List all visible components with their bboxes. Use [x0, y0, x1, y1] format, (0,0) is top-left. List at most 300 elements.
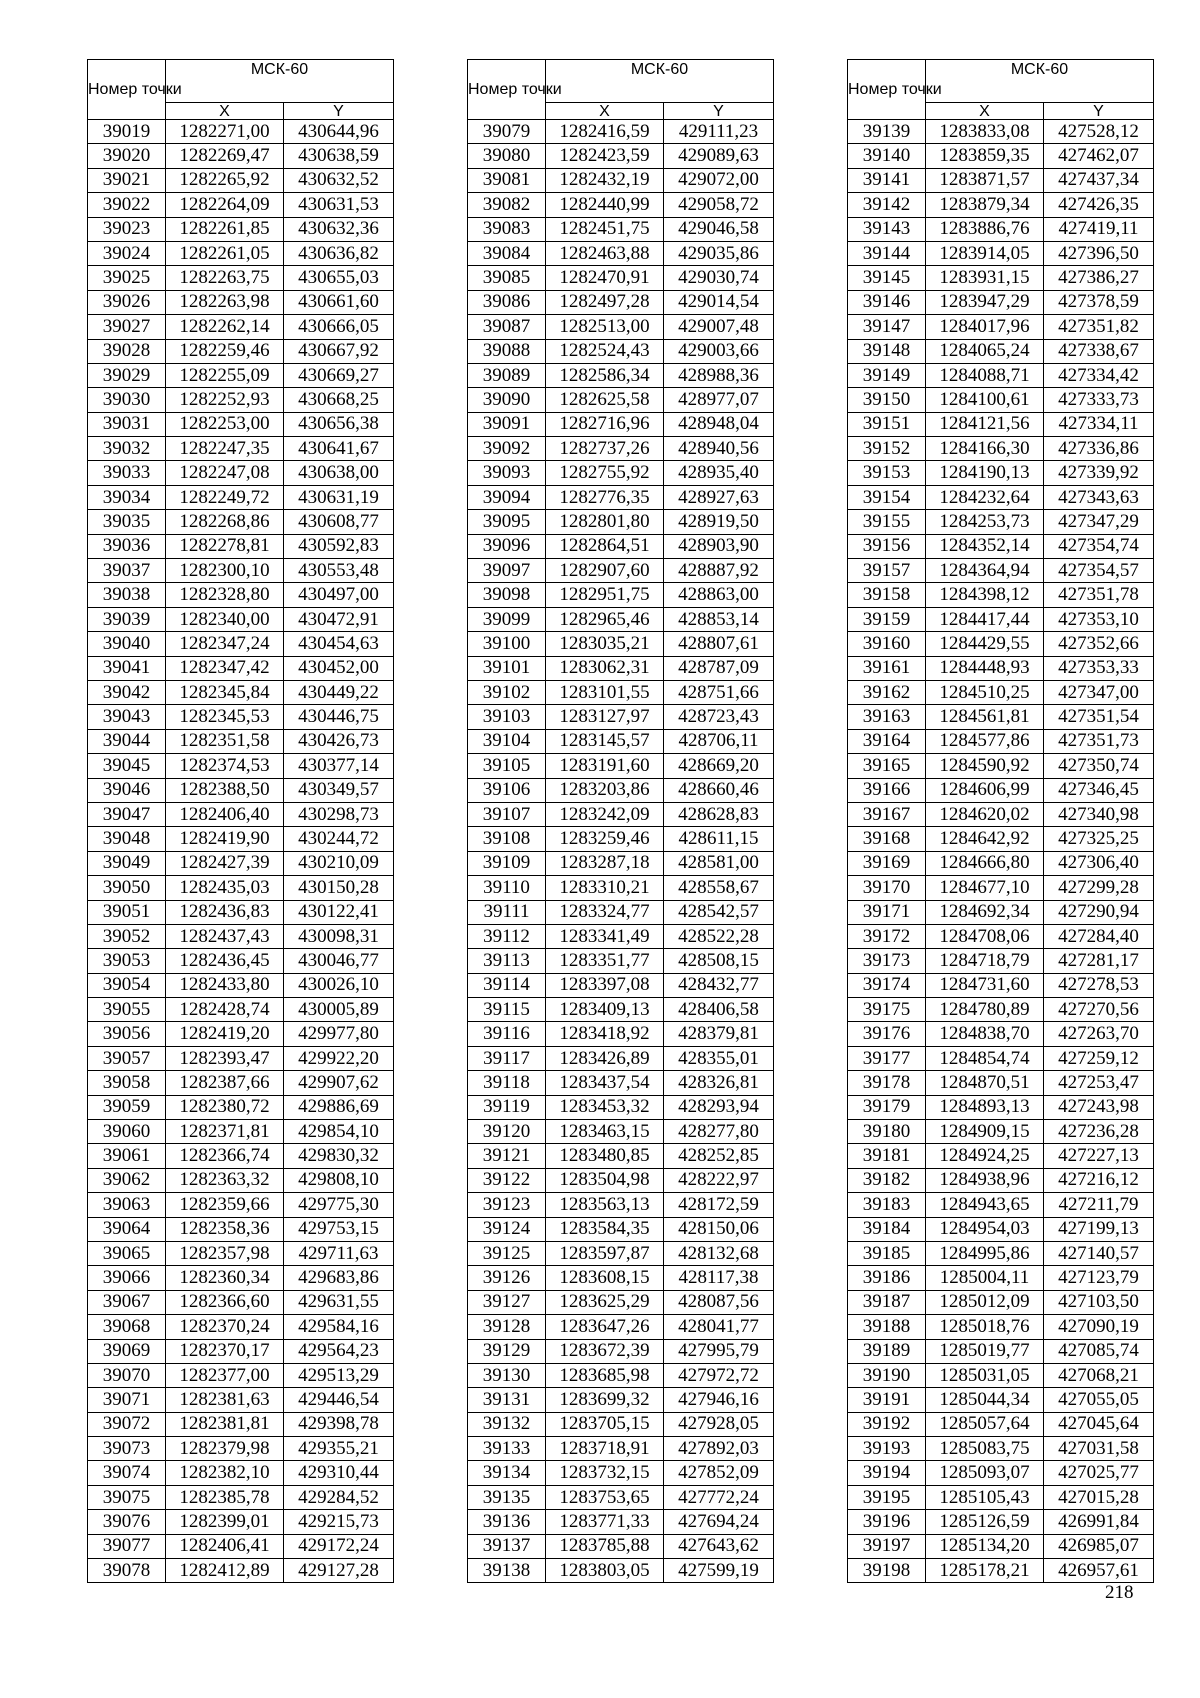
y-coordinate-cell: 430046,77 [284, 949, 394, 973]
table-row [848, 1363, 1154, 1387]
point-number-cell: 39156 [848, 534, 926, 558]
point-number-cell: 39174 [848, 973, 926, 997]
y-coordinate-cell: 429513,29 [284, 1363, 394, 1387]
x-coordinate-cell: 1285083,75 [926, 1437, 1044, 1461]
y-coordinate-cell: 429310,44 [284, 1461, 394, 1485]
y-coordinate-cell: 429564,23 [284, 1339, 394, 1363]
point-number-cell: 39108 [468, 827, 546, 851]
point-number-cell: 39040 [88, 632, 166, 656]
table-row [848, 315, 1154, 339]
table-row [88, 1290, 394, 1314]
table-row [848, 461, 1154, 485]
table-row [468, 1559, 774, 1583]
table-row [468, 778, 774, 802]
table-row [848, 1095, 1154, 1119]
table-row [848, 729, 1154, 753]
point-number-header: Номер точки [468, 60, 546, 120]
table-row [468, 266, 774, 290]
y-coordinate-cell: 430655,03 [284, 266, 394, 290]
y-coordinate-cell: 427045,64 [1044, 1412, 1154, 1436]
table-row [88, 510, 394, 534]
x-coordinate-cell: 1282381,81 [166, 1412, 284, 1436]
y-coordinate-cell: 427378,59 [1044, 290, 1154, 314]
x-coordinate-cell: 1284417,44 [926, 607, 1044, 631]
x-coordinate-cell: 1282370,24 [166, 1315, 284, 1339]
table-row [848, 1120, 1154, 1144]
point-number-cell: 39072 [88, 1412, 166, 1436]
x-coordinate-cell: 1283753,65 [546, 1485, 664, 1509]
table-row [88, 534, 394, 558]
x-coordinate-cell: 1284017,96 [926, 315, 1044, 339]
table-row [468, 1510, 774, 1534]
x-coordinate-cell: 1282428,74 [166, 998, 284, 1022]
y-coordinate-cell: 427284,40 [1044, 924, 1154, 948]
x-coordinate-cell: 1283608,15 [546, 1266, 664, 1290]
point-number-cell: 39022 [88, 193, 166, 217]
x-coordinate-cell: 1282625,58 [546, 388, 664, 412]
point-number-cell: 39136 [468, 1510, 546, 1534]
point-number-cell: 39155 [848, 510, 926, 534]
x-coordinate-cell: 1282864,51 [546, 534, 664, 558]
point-number-cell: 39078 [88, 1559, 166, 1583]
y-coordinate-cell: 428628,83 [664, 802, 774, 826]
table-row [848, 1241, 1154, 1265]
x-coordinate-cell: 1283351,77 [546, 949, 664, 973]
x-coordinate-cell: 1284620,02 [926, 802, 1044, 826]
point-number-cell: 39104 [468, 729, 546, 753]
point-number-cell: 39191 [848, 1388, 926, 1412]
table-row [88, 1485, 394, 1509]
y-coordinate-cell: 430667,92 [284, 339, 394, 363]
x-coordinate-cell: 1282463,88 [546, 241, 664, 265]
x-coordinate-cell: 1283242,09 [546, 802, 664, 826]
table-row [88, 437, 394, 461]
point-number-cell: 39066 [88, 1266, 166, 1290]
point-number-cell: 39159 [848, 607, 926, 631]
table-row [468, 1241, 774, 1265]
y-coordinate-cell: 430298,73 [284, 802, 394, 826]
y-coordinate-cell: 429631,55 [284, 1290, 394, 1314]
table-row [848, 1510, 1154, 1534]
x-coordinate-cell: 1284253,73 [926, 510, 1044, 534]
point-number-cell: 39198 [848, 1559, 926, 1583]
table-row [88, 217, 394, 241]
table-row [468, 193, 774, 217]
y-coordinate-cell: 429977,80 [284, 1022, 394, 1046]
point-number-cell: 39111 [468, 900, 546, 924]
point-number-cell: 39070 [88, 1363, 166, 1387]
table-row [848, 485, 1154, 509]
point-number-cell: 39163 [848, 705, 926, 729]
table-row [88, 1241, 394, 1265]
table-row [88, 363, 394, 387]
table-row [468, 1437, 774, 1461]
x-coordinate-cell: 1282381,63 [166, 1388, 284, 1412]
table-row [468, 437, 774, 461]
table-row [88, 120, 394, 144]
point-number-cell: 39170 [848, 876, 926, 900]
coordinates-table-3 [847, 59, 1154, 1583]
coordinates-table-2 [467, 59, 774, 1583]
table-row [848, 1144, 1154, 1168]
y-coordinate-cell: 428611,15 [664, 827, 774, 851]
x-coordinate-cell: 1282366,60 [166, 1290, 284, 1314]
point-number-cell: 39084 [468, 241, 546, 265]
table-row [468, 1315, 774, 1339]
point-number-cell: 39049 [88, 851, 166, 875]
table-row [468, 973, 774, 997]
table-row [848, 754, 1154, 778]
table-row [88, 876, 394, 900]
table-row [88, 705, 394, 729]
point-number-cell: 39112 [468, 924, 546, 948]
y-coordinate-cell: 428558,67 [664, 876, 774, 900]
x-coordinate-cell: 1284642,92 [926, 827, 1044, 851]
x-coordinate-cell: 1282385,78 [166, 1485, 284, 1509]
table-row [468, 144, 774, 168]
point-number-cell: 39161 [848, 656, 926, 680]
x-coordinate-cell: 1284398,12 [926, 583, 1044, 607]
x-coordinate-cell: 1284232,64 [926, 485, 1044, 509]
table-row [88, 973, 394, 997]
y-coordinate-cell: 427995,79 [664, 1339, 774, 1363]
x-coordinate-cell: 1282737,26 [546, 437, 664, 461]
table-row [848, 193, 1154, 217]
x-coordinate-cell: 1283947,29 [926, 290, 1044, 314]
table-row [848, 217, 1154, 241]
coordinate-system-header: МСК-60 [166, 60, 394, 103]
table-row [848, 266, 1154, 290]
point-number-cell: 39077 [88, 1534, 166, 1558]
table-row [468, 632, 774, 656]
x-coordinate-cell: 1284510,25 [926, 680, 1044, 704]
y-coordinate-cell: 430452,00 [284, 656, 394, 680]
point-number-cell: 39194 [848, 1461, 926, 1485]
x-coordinate-cell: 1283732,15 [546, 1461, 664, 1485]
page-number: 218 [1105, 1582, 1134, 1603]
table-row [848, 1559, 1154, 1583]
x-coordinate-cell: 1282347,24 [166, 632, 284, 656]
x-coordinate-cell: 1285044,34 [926, 1388, 1044, 1412]
point-number-cell: 39117 [468, 1046, 546, 1070]
x-coordinate-cell: 1283879,34 [926, 193, 1044, 217]
x-coordinate-cell: 1283685,98 [546, 1363, 664, 1387]
y-coordinate-cell: 428940,56 [664, 437, 774, 461]
x-coordinate-cell: 1282716,96 [546, 412, 664, 436]
y-coordinate-cell: 430669,27 [284, 363, 394, 387]
point-number-cell: 39025 [88, 266, 166, 290]
x-coordinate-cell: 1282363,32 [166, 1168, 284, 1192]
point-number-cell: 39059 [88, 1095, 166, 1119]
y-coordinate-cell: 429046,58 [664, 217, 774, 241]
table-row [468, 729, 774, 753]
y-coordinate-cell: 427199,13 [1044, 1217, 1154, 1241]
point-number-cell: 39130 [468, 1363, 546, 1387]
x-coordinate-cell: 1283437,54 [546, 1071, 664, 1095]
point-number-cell: 39062 [88, 1168, 166, 1192]
y-coordinate-cell: 427892,03 [664, 1437, 774, 1461]
point-number-cell: 39167 [848, 802, 926, 826]
point-number-cell: 39138 [468, 1559, 546, 1583]
point-number-cell: 39033 [88, 461, 166, 485]
y-coordinate-cell: 427396,50 [1044, 241, 1154, 265]
point-number-cell: 39064 [88, 1217, 166, 1241]
x-coordinate-cell: 1285057,64 [926, 1412, 1044, 1436]
point-number-cell: 39179 [848, 1095, 926, 1119]
x-coordinate-cell: 1283625,29 [546, 1290, 664, 1314]
x-coordinate-cell: 1282268,86 [166, 510, 284, 534]
x-coordinate-cell: 1282801,80 [546, 510, 664, 534]
point-number-cell: 39165 [848, 754, 926, 778]
point-number-cell: 39101 [468, 656, 546, 680]
y-coordinate-cell: 429058,72 [664, 193, 774, 217]
y-coordinate-cell: 427031,58 [1044, 1437, 1154, 1461]
x-header: X [166, 103, 284, 120]
table-row [848, 1437, 1154, 1461]
y-coordinate-cell: 427281,17 [1044, 949, 1154, 973]
table-row [468, 363, 774, 387]
table-row [848, 949, 1154, 973]
x-coordinate-cell: 1282269,47 [166, 144, 284, 168]
table-row [848, 144, 1154, 168]
point-number-cell: 39139 [848, 120, 926, 144]
point-number-cell: 39028 [88, 339, 166, 363]
x-header: X [926, 103, 1044, 120]
table-row [848, 534, 1154, 558]
x-coordinate-cell: 1282249,72 [166, 485, 284, 509]
x-coordinate-cell: 1282412,89 [166, 1559, 284, 1583]
x-coordinate-cell: 1284352,14 [926, 534, 1044, 558]
table-row [88, 1266, 394, 1290]
point-number-cell: 39114 [468, 973, 546, 997]
x-coordinate-cell: 1283584,35 [546, 1217, 664, 1241]
point-number-cell: 39189 [848, 1339, 926, 1363]
table-row [848, 827, 1154, 851]
point-number-cell: 39166 [848, 778, 926, 802]
y-coordinate-cell: 428252,85 [664, 1144, 774, 1168]
table-row [468, 851, 774, 875]
point-number-cell: 39150 [848, 388, 926, 412]
point-number-cell: 39162 [848, 680, 926, 704]
x-coordinate-cell: 1282255,09 [166, 363, 284, 387]
table-row [468, 510, 774, 534]
y-coordinate-cell: 427253,47 [1044, 1071, 1154, 1095]
x-coordinate-cell: 1284364,94 [926, 559, 1044, 583]
point-number-cell: 39122 [468, 1168, 546, 1192]
x-coordinate-cell: 1282360,34 [166, 1266, 284, 1290]
y-coordinate-cell: 427085,74 [1044, 1339, 1154, 1363]
y-coordinate-cell: 427270,56 [1044, 998, 1154, 1022]
y-coordinate-cell: 427347,29 [1044, 510, 1154, 534]
point-number-cell: 39131 [468, 1388, 546, 1412]
point-number-cell: 39128 [468, 1315, 546, 1339]
y-coordinate-cell: 428751,66 [664, 680, 774, 704]
point-number-cell: 39076 [88, 1510, 166, 1534]
point-number-cell: 39123 [468, 1193, 546, 1217]
table-row [468, 900, 774, 924]
y-coordinate-cell: 427334,11 [1044, 412, 1154, 436]
table-row [88, 802, 394, 826]
table-row [848, 973, 1154, 997]
point-number-cell: 39192 [848, 1412, 926, 1436]
x-coordinate-cell: 1282513,00 [546, 315, 664, 339]
table-row [88, 1461, 394, 1485]
point-number-cell: 39187 [848, 1290, 926, 1314]
table-row [88, 1363, 394, 1387]
x-coordinate-cell: 1283397,08 [546, 973, 664, 997]
y-coordinate-cell: 428927,63 [664, 485, 774, 509]
point-number-cell: 39044 [88, 729, 166, 753]
table-row [848, 900, 1154, 924]
table-row [848, 1485, 1154, 1509]
point-number-cell: 39120 [468, 1120, 546, 1144]
y-coordinate-cell: 427236,28 [1044, 1120, 1154, 1144]
y-coordinate-cell: 427290,94 [1044, 900, 1154, 924]
y-coordinate-cell: 427299,28 [1044, 876, 1154, 900]
table-row [848, 437, 1154, 461]
point-number-cell: 39183 [848, 1193, 926, 1217]
x-coordinate-cell: 1284718,79 [926, 949, 1044, 973]
table-row [468, 1339, 774, 1363]
point-number-cell: 39197 [848, 1534, 926, 1558]
x-coordinate-cell: 1283101,55 [546, 680, 664, 704]
x-coordinate-cell: 1282776,35 [546, 485, 664, 509]
x-coordinate-cell: 1282374,53 [166, 754, 284, 778]
point-number-cell: 39071 [88, 1388, 166, 1412]
table-row [468, 241, 774, 265]
y-coordinate-cell: 428581,00 [664, 851, 774, 875]
table-row [468, 1412, 774, 1436]
table-row [88, 1120, 394, 1144]
table-row [88, 412, 394, 436]
table-row [468, 754, 774, 778]
x-coordinate-cell: 1282262,14 [166, 315, 284, 339]
table-row [88, 461, 394, 485]
table-row [88, 1217, 394, 1241]
table-row [468, 705, 774, 729]
point-number-cell: 39087 [468, 315, 546, 339]
point-number-cell: 39094 [468, 485, 546, 509]
table-row [848, 851, 1154, 875]
y-coordinate-cell: 429072,00 [664, 168, 774, 192]
y-coordinate-cell: 428508,15 [664, 949, 774, 973]
y-coordinate-cell: 430592,83 [284, 534, 394, 558]
x-coordinate-cell: 1283463,15 [546, 1120, 664, 1144]
x-coordinate-cell: 1282261,05 [166, 241, 284, 265]
point-number-cell: 39169 [848, 851, 926, 875]
y-coordinate-cell: 428277,80 [664, 1120, 774, 1144]
y-coordinate-cell: 428988,36 [664, 363, 774, 387]
y-coordinate-cell: 427946,16 [664, 1388, 774, 1412]
x-coordinate-cell: 1282586,34 [546, 363, 664, 387]
y-coordinate-cell: 427599,19 [664, 1559, 774, 1583]
x-coordinate-cell: 1282247,08 [166, 461, 284, 485]
x-coordinate-cell: 1283672,39 [546, 1339, 664, 1363]
point-number-cell: 39190 [848, 1363, 926, 1387]
table-row [468, 680, 774, 704]
x-coordinate-cell: 1283833,08 [926, 120, 1044, 144]
point-number-cell: 39119 [468, 1095, 546, 1119]
table-row [468, 1363, 774, 1387]
table-row [848, 583, 1154, 607]
point-number-cell: 39057 [88, 1046, 166, 1070]
x-coordinate-cell: 1282264,09 [166, 193, 284, 217]
point-number-cell: 39109 [468, 851, 546, 875]
table-row [468, 1534, 774, 1558]
coordinate-system-header: МСК-60 [926, 60, 1154, 103]
y-coordinate-cell: 429003,66 [664, 339, 774, 363]
table-row [848, 1046, 1154, 1070]
point-number-cell: 39140 [848, 144, 926, 168]
point-number-cell: 39121 [468, 1144, 546, 1168]
x-coordinate-cell: 1283705,15 [546, 1412, 664, 1436]
x-coordinate-cell: 1285012,09 [926, 1290, 1044, 1314]
y-coordinate-cell: 428406,58 [664, 998, 774, 1022]
y-coordinate-cell: 427333,73 [1044, 388, 1154, 412]
table-row [88, 339, 394, 363]
y-coordinate-cell: 427643,62 [664, 1534, 774, 1558]
point-number-cell: 39090 [468, 388, 546, 412]
y-coordinate-cell: 428117,38 [664, 1266, 774, 1290]
point-number-cell: 39020 [88, 144, 166, 168]
x-coordinate-cell: 1284561,81 [926, 705, 1044, 729]
y-coordinate-cell: 429753,15 [284, 1217, 394, 1241]
point-number-cell: 39054 [88, 973, 166, 997]
point-number-cell: 39113 [468, 949, 546, 973]
y-coordinate-cell: 427259,12 [1044, 1046, 1154, 1070]
table-row [88, 1193, 394, 1217]
x-coordinate-cell: 1284590,92 [926, 754, 1044, 778]
point-number-cell: 39019 [88, 120, 166, 144]
y-coordinate-cell: 430472,91 [284, 607, 394, 631]
table-row [88, 583, 394, 607]
y-coordinate-cell: 427278,53 [1044, 973, 1154, 997]
y-coordinate-cell: 427015,28 [1044, 1485, 1154, 1509]
y-coordinate-cell: 427211,79 [1044, 1193, 1154, 1217]
x-coordinate-cell: 1282436,45 [166, 949, 284, 973]
point-number-cell: 39048 [88, 827, 166, 851]
y-coordinate-cell: 429907,62 [284, 1071, 394, 1095]
point-number-header: Номер точки [88, 60, 166, 120]
table-row [88, 607, 394, 631]
point-number-cell: 39126 [468, 1266, 546, 1290]
point-number-cell: 39175 [848, 998, 926, 1022]
y-coordinate-cell: 427353,10 [1044, 607, 1154, 631]
x-coordinate-cell: 1282351,58 [166, 729, 284, 753]
table-row [468, 1388, 774, 1412]
table-row [848, 1217, 1154, 1241]
point-number-cell: 39168 [848, 827, 926, 851]
x-coordinate-cell: 1282470,91 [546, 266, 664, 290]
x-coordinate-cell: 1282388,50 [166, 778, 284, 802]
x-coordinate-cell: 1282366,74 [166, 1144, 284, 1168]
y-coordinate-cell: 429284,52 [284, 1485, 394, 1509]
point-number-cell: 39196 [848, 1510, 926, 1534]
y-coordinate-cell: 429111,23 [664, 120, 774, 144]
x-coordinate-cell: 1283418,92 [546, 1022, 664, 1046]
x-coordinate-cell: 1282377,00 [166, 1363, 284, 1387]
table-row [468, 1266, 774, 1290]
y-coordinate-cell: 430608,77 [284, 510, 394, 534]
x-coordinate-cell: 1282436,83 [166, 900, 284, 924]
x-coordinate-cell: 1285018,76 [926, 1315, 1044, 1339]
y-coordinate-cell: 428853,14 [664, 607, 774, 631]
x-coordinate-cell: 1283785,88 [546, 1534, 664, 1558]
point-number-cell: 39103 [468, 705, 546, 729]
table-row [848, 656, 1154, 680]
y-coordinate-cell: 427353,33 [1044, 656, 1154, 680]
table-row [468, 1046, 774, 1070]
